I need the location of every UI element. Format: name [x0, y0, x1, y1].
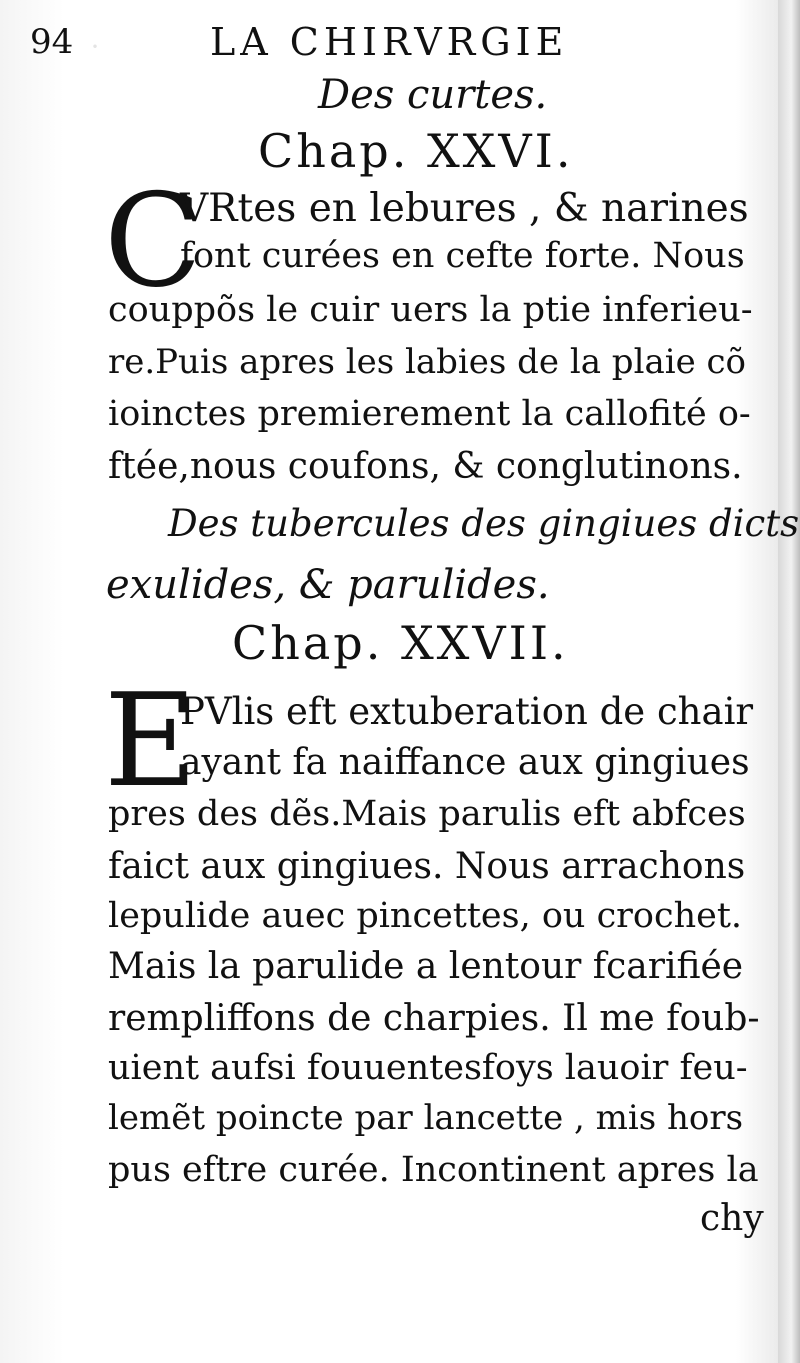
text-line: faict aux gingiues. Nous arrachons [108, 846, 746, 887]
text-line: uient aufsi fouuentesfoys lauoir feu- [108, 1048, 748, 1088]
bleed-through: · [90, 30, 100, 63]
text-line: lemẽt poincte par lancette , mis hors [108, 1098, 744, 1138]
text-line: couppõs le cuir uers la ptie inferieu- [108, 290, 753, 330]
section-title-tubercules-line1: Des tubercules des gingiues dicts [168, 502, 800, 545]
drop-cap-c: C [104, 167, 202, 316]
text-line: lepulide auec pincettes, ou crochet. [108, 896, 743, 936]
text-line: pres des dẽs.Mais parulis eft abfces [108, 794, 746, 834]
text-line: pus eftre curée. Incontinent apres la [108, 1150, 759, 1190]
page-edge-shadow [778, 0, 800, 1363]
text-line: ftée,nous coufons, & conglutinons. [108, 446, 743, 487]
catchword: chy [700, 1198, 764, 1239]
text-line: Mais la parulide a lentour fcarifiée [108, 946, 744, 987]
chapter-heading-27: Chap. XXVII. [232, 616, 569, 670]
text-line: PVlis eft extuberation de chair [180, 690, 754, 733]
running-title: LA CHIRVRGIE [210, 20, 569, 64]
section-title-tubercules-line2: exulides, & parulides. [106, 562, 550, 608]
text-line: font curées en cefte forte. Nous [180, 236, 745, 276]
chapter-heading-26: Chap. XXVI. [258, 124, 574, 178]
text-line: VRtes en lebures , & narines [180, 186, 749, 231]
section-title-curtes: Des curtes. [318, 72, 548, 118]
text-line: ayant fa naiffance aux gingiues [180, 742, 750, 783]
text-line: ioinctes premierement la callofité o- [108, 394, 751, 434]
page-number: 94 [30, 22, 74, 62]
drop-cap-e: E [104, 667, 198, 816]
text-line: rempliffons de charpies. Il me foub- [108, 998, 760, 1039]
text-line: re.Puis apres les labies de la plaie cõ [108, 342, 747, 382]
